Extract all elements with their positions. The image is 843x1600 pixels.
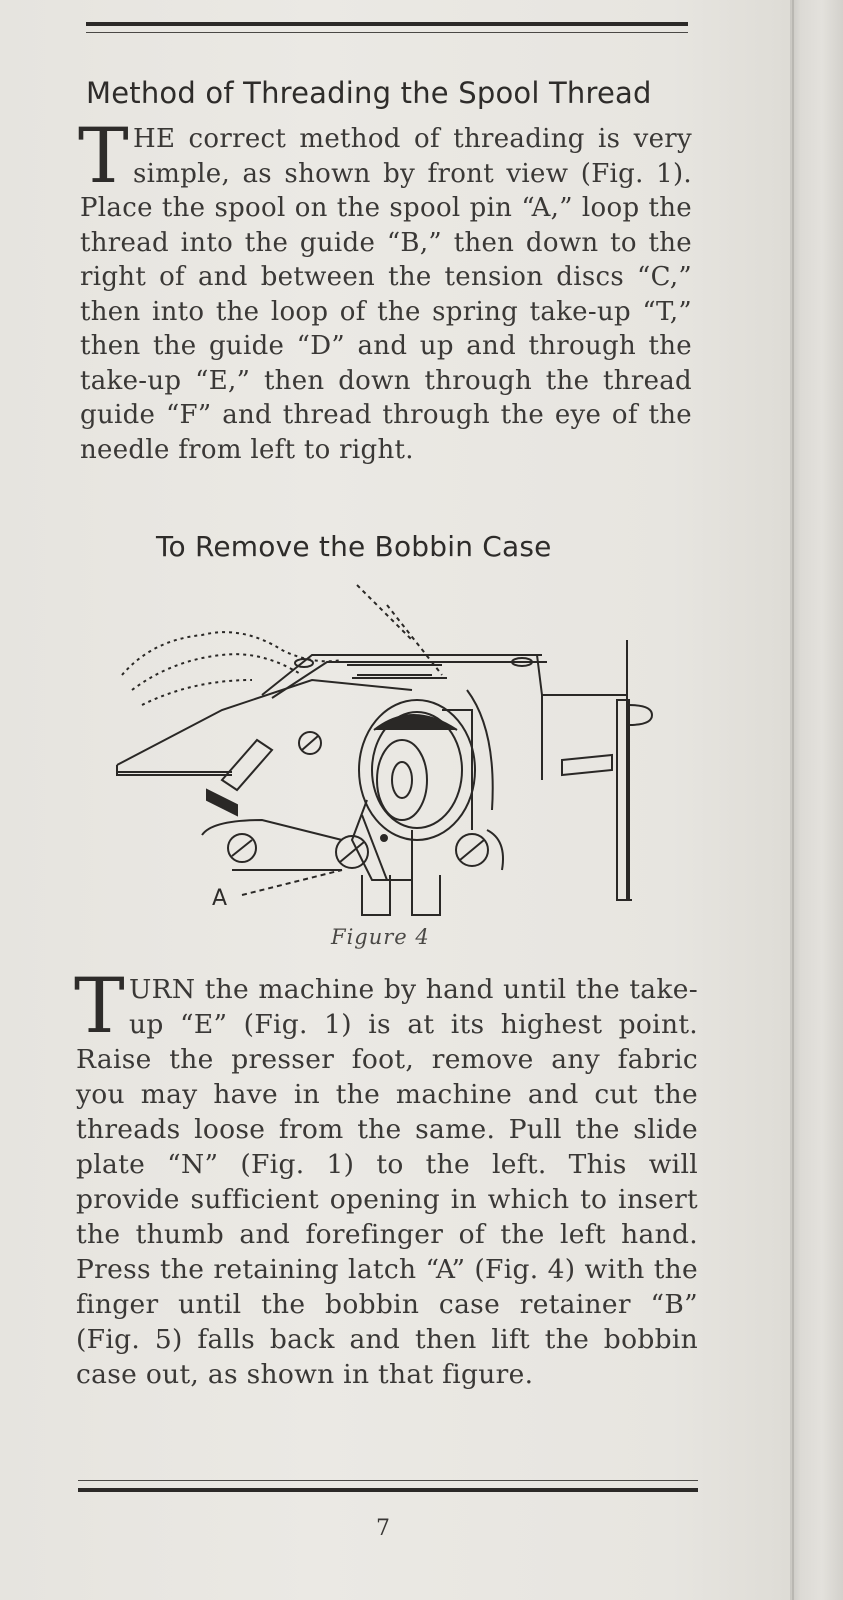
bobbin-heading: To Remove the Bobbin Case: [156, 530, 552, 563]
figure-label-a: A: [212, 886, 228, 911]
bottom-rule-thick: [78, 1488, 698, 1492]
top-rule-thin: [86, 32, 688, 33]
page-edge-line: [792, 0, 794, 1600]
bobbin-body: URN the machine by hand until the take-up “E” (Fig. 1) is at its highest point. Raise the presser foot, remove any fabric you may have in the machine and cut the threads loose from the same. Pull the slide plate “N” (Fig. 1) to the left. This will provide sufficient opening in which to insert the thumb and forefinger of the left hand. Press the retaining latch “A” (Fig. 4) with the finger until the bobbin case retainer “B” (Fig. 5) falls back and then lift the bobbin case out, as shown in that figure.: [76, 974, 698, 1390]
top-rule-thick: [86, 22, 688, 26]
bottom-rule-thin: [78, 1480, 698, 1481]
bobbin-dropcap: T: [74, 961, 125, 1050]
threading-dropcap: T: [78, 111, 129, 200]
threading-body: HE correct method of threading is very simple, as shown by front view (Fig. 1). Place the spool on the spool pin “A,” loop the thread into the guide “B,” then down to the right of and between the tension discs “C,” then into the loop of the spring take-up “T,” then the guide “D” and up and through the take-up “E,” then down through the thread guide “F” and thread through the eye of the needle from left to right.: [80, 124, 692, 465]
bobbin-paragraph: [74, 961, 698, 1392]
threading-paragraph: [78, 111, 692, 467]
adjacent-page-edge: [790, 0, 843, 1600]
bobbin-case-illustration: [112, 580, 672, 930]
threading-heading: Method of Threading the Spool Thread: [86, 76, 652, 110]
page-number: 7: [376, 1516, 390, 1541]
figure-caption: Figure 4: [331, 925, 430, 949]
